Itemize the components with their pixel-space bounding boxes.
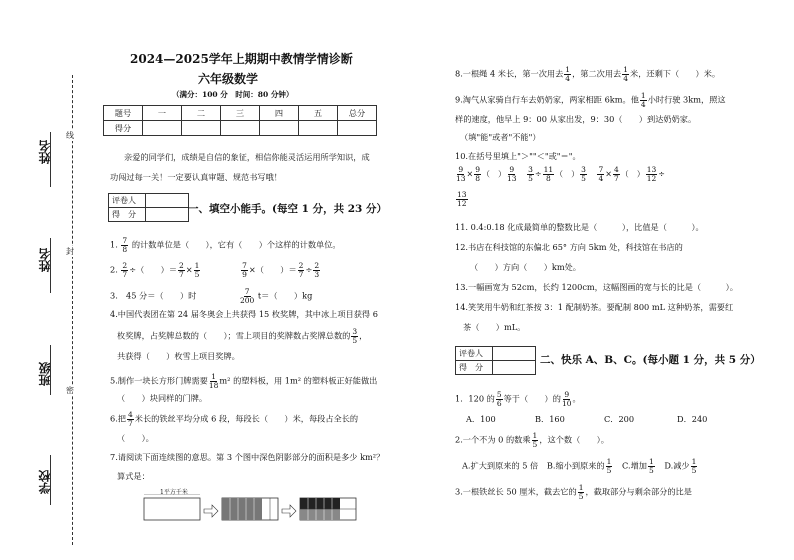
q10-title: 10.在括号里填上"＞""＜"或"＝"。	[455, 151, 581, 161]
score-row-label: 得分	[104, 121, 143, 136]
binding-label-name-top: 姓名	[38, 140, 52, 164]
q8	[455, 66, 720, 83]
frac: $\frac{1}{4}$	[565, 65, 571, 83]
choice-q2	[455, 432, 609, 449]
choice-q2-option-a[interactable]: A.扩大到原来的 5 倍	[462, 460, 539, 471]
binding-dashed-line	[72, 75, 73, 545]
q6-line-2: （ ）。	[117, 433, 154, 443]
choice-q1-option-d[interactable]: D．240	[677, 414, 708, 424]
reviewer-label: 评卷人	[109, 194, 146, 208]
frac: $\frac{1}{5}$	[648, 457, 654, 475]
frac-den: 8	[122, 245, 128, 254]
frac: $\frac{3}{5}$	[352, 327, 358, 345]
q5-text-a: 5.制作一块长方形门牌需要	[110, 375, 208, 386]
binding-label-class: 班级	[38, 362, 52, 386]
q1-text: 的计数单位是（ ），它有（ ）个这样的计数单位。	[131, 239, 341, 250]
frac: $\frac{7}{9}$	[242, 261, 247, 279]
score-cell[interactable]	[221, 121, 260, 136]
frac: $\frac{1}{5}$	[194, 261, 200, 279]
binding-line-class	[50, 345, 51, 395]
choice-q2-text-a: 2.一个不为 0 的数乘	[455, 434, 531, 445]
reviewer-cell[interactable]	[146, 194, 189, 208]
q4-line-2: 枚奖牌，占奖牌总数的（ ）；雪上项目的奖牌数占奖牌总数的 $\frac{3}{5}$ ，	[117, 327, 368, 345]
score-table	[103, 105, 377, 136]
frac: $\frac{13}{12}$	[646, 165, 657, 183]
frac: $\frac{2}{7}$	[298, 261, 304, 279]
frac: $\frac{11}{8}$	[543, 165, 554, 183]
cut-mark-1: 线	[66, 131, 74, 140]
frac: $\frac{9}{10}$	[561, 390, 572, 408]
cut-mark-3: 密	[66, 386, 74, 395]
q7-diagram-label: 1平方千米	[160, 489, 188, 496]
score-cell[interactable]	[493, 361, 536, 375]
q10-row: $\frac{9}{13}$ × $\frac{9}{8}$ （ ） $\frac{9}{13}$ $\frac{3}{5}$ ÷ $\frac{11}{8}$ （ ） $\frac{3}{5}$ $\frac{7}{4}$ × $\frac{4}{7}$ （ ） $\frac{13}{12}$ ÷	[456, 165, 665, 183]
q14-line-1: 14.笑笑用牛奶和红茶按 3：1 配制奶茶。要配制 800 mL 这种奶茶，需要红	[455, 302, 734, 312]
q3	[110, 288, 312, 305]
q2: 2. $\frac{2}{7}$ ÷（ ）＝ $\frac{2}{7}$ × $\frac{1}{5}$ $\frac{7}{9}$ ×（ ）＝ $\frac{2}{7}$ ÷ $\frac{2}{3}$	[110, 261, 320, 279]
q7-line-2: 算式是：	[117, 471, 150, 481]
frac: $\frac{5}{6}$	[496, 390, 502, 408]
score-header: 二	[182, 106, 221, 121]
frac: $\frac{7}{4}$	[598, 165, 604, 183]
score-header: 五	[299, 106, 338, 121]
choice-q1-option-a[interactable]: A．100	[466, 414, 496, 424]
q6-text-a: 6.把	[110, 413, 126, 424]
q4-line-3: 共获得（ ）枚雪上项目奖牌。	[117, 351, 240, 361]
frac: $\frac{2}{7}$	[179, 261, 184, 279]
q5-text-b: m² 的塑料板，用 1m² 的塑料板正好能做出	[219, 375, 378, 386]
score-header: 题号	[104, 106, 143, 121]
score-cell[interactable]	[338, 121, 377, 136]
choice-q1-text-b: 等于（ ）的	[503, 393, 561, 404]
q12-line-1: 12.书店在科技馆的东偏北 65° 方向 5km 处，科技馆在书店的	[455, 242, 683, 252]
q4-line-1: 4.中国代表团在第 24 届冬奥会上共获得 15 枚奖牌，其中冰上项目获得 6	[110, 309, 378, 319]
frac: $\frac{9}{8}$	[475, 165, 481, 183]
q1-number: 1.	[110, 239, 118, 250]
choice-q3-text-a: 3.一根铁丝长 50 厘米，截去它的	[455, 486, 577, 497]
frac: $\frac{1}{18}$	[208, 372, 219, 390]
choice-q2-options	[462, 458, 698, 475]
q9-text-b: 小时行驶 3km，照这	[647, 94, 726, 105]
frac: $\frac{1}{5}$	[532, 431, 538, 449]
q3-tons: t＝（ ）kg	[257, 290, 313, 301]
q2-number: 2.	[110, 264, 118, 275]
frac: $\frac{7}{200}$	[239, 287, 255, 305]
binding-line-name-top	[50, 132, 51, 187]
choice-q2-text-b: ，这个数（ ）。	[539, 434, 609, 445]
frac: $\frac{2}{3}$	[314, 261, 320, 279]
frac: $\frac{4}{7}$	[128, 410, 133, 428]
section2-title: 二、快乐 A、B、C。(每小题 1 分，共 5 分）	[540, 354, 761, 366]
section1-title: 一、填空小能手。(每空 1 分，共 23 分）	[188, 203, 388, 215]
reviewer-label: 评卷人	[456, 347, 493, 361]
q7-line-1: 7.请阅读下面连续图的意思。第 3 个图中深色阴影部分的面积是多少 km²？	[110, 452, 385, 462]
binding-line-school	[50, 455, 51, 505]
score-header: 三	[221, 106, 260, 121]
exam-subject: 六年级数学	[198, 72, 259, 86]
frac: $\frac{1}{4}$	[623, 65, 628, 83]
score-cell[interactable]	[143, 121, 182, 136]
q14-line-2: 茶（ ）mL。	[463, 322, 526, 332]
exam-title: 2024—2025学年上期期中教情学情诊断	[130, 52, 353, 66]
reviewer-box-1	[108, 193, 189, 222]
binding-line-name	[50, 238, 51, 293]
intro-line-2: 功闯过每一关！一定要认真审题、规范书写哦！	[110, 172, 282, 182]
score-cell[interactable]	[146, 208, 189, 222]
frac: $\frac{2}{7}$	[122, 261, 128, 279]
score-cell[interactable]	[182, 121, 221, 136]
q5-line-2: （ ）块同样的门牌。	[117, 393, 208, 403]
choice-q1-option-b[interactable]: B．160	[535, 414, 565, 424]
score-label: 得 分	[109, 208, 146, 222]
reviewer-box-2	[455, 346, 536, 375]
q10-row-2	[455, 191, 469, 208]
cut-mark-2: 封	[66, 247, 74, 256]
q9-line-1	[455, 92, 726, 109]
exam-meta: （满分：100 分 时间：80 分钟）	[172, 90, 294, 99]
q6-text-b: 米长的铁丝平均分成 6 段，每段长（ ）米，每段占全长的	[134, 413, 359, 424]
q3-text: 3. 45 分＝（ ）时	[110, 290, 197, 301]
frac: $\frac{3}{5}$	[581, 165, 586, 183]
frac: $\frac{9}{13}$	[456, 165, 466, 183]
q4-text: 枚奖牌，占奖牌总数的（ ）；雪上项目的奖牌数占奖牌总数的	[117, 330, 351, 341]
frac: $\frac{4}{7}$	[613, 165, 619, 183]
q8-text-a: 8.一根绳 4 米长，第一次用去	[455, 68, 564, 79]
frac: $\frac{13}{12}$	[457, 190, 467, 208]
q7-diagram	[140, 494, 380, 524]
q1	[110, 237, 341, 254]
q13: 13.一幅画宽为 52cm，长约 1200cm，这幅图画的宽与长的比是（ ）。	[455, 282, 738, 292]
choice-q2-option-c[interactable]: C.增加	[622, 460, 647, 471]
choice-q3-text-b: ，截取部分与剩余部分的比是	[585, 486, 692, 497]
q11: 11. 0.4:0.18 化成最简单的整数比是（ ），比值是（ ）。	[455, 222, 704, 232]
q8-text-c: 米，还剩下（ ）米。	[630, 68, 721, 79]
score-label: 得 分	[456, 361, 493, 375]
reviewer-cell[interactable]	[493, 347, 536, 361]
frac: $\frac{1}{5}$	[691, 457, 697, 475]
frac: $\frac{1}{5}$	[578, 483, 584, 501]
score-header: 四	[260, 106, 299, 121]
choice-q1: 1．120 的 $\frac{5}{6}$ 等于（ ）的 $\frac{9}{10}$ 。	[455, 390, 581, 408]
choice-q1-text-a: 1．120 的	[455, 393, 495, 404]
score-header: 一	[143, 106, 182, 121]
score-cell[interactable]	[260, 121, 299, 136]
q9-line-2: 样的速度，他早上 9：00 从家出发，9：30（ ）到达奶奶家。	[455, 114, 697, 124]
choice-q2-option-d[interactable]: D.减少	[664, 460, 690, 471]
choice-q3	[455, 484, 692, 501]
score-header: 总分	[338, 106, 377, 121]
frac: $\frac{1}{5}$	[606, 457, 612, 475]
frac-num: 7	[122, 236, 128, 245]
frac: $\frac{9}{13}$	[507, 165, 517, 183]
binding-label-school: 学校	[38, 470, 52, 494]
q8-text-b: ，第二次用去	[572, 68, 622, 79]
frac: $\frac{1}{4}$	[640, 91, 646, 109]
choice-q1-option-c[interactable]: C．200	[604, 414, 635, 424]
score-cell[interactable]	[299, 121, 338, 136]
q12-line-2: （ ）方向（ ）km处。	[470, 262, 581, 272]
q6-line-1	[110, 411, 358, 428]
choice-q2-option-b[interactable]: B.缩小到原来的	[546, 460, 605, 471]
intro-line-1: 亲爱的同学们，成绩是自信的象征，相信你能灵活运用所学知识，成	[124, 152, 370, 162]
q9-line-3: （填"能"或者"不能"）	[460, 132, 541, 142]
frac: $\frac{3}{5}$	[528, 165, 533, 183]
q9-text-a: 9.淘气从家骑自行车去奶奶家，两家相距 6km。他	[455, 94, 639, 105]
binding-label-name: 姓名	[38, 248, 52, 272]
q1-fraction	[121, 237, 128, 254]
q5-line-1	[110, 373, 377, 390]
